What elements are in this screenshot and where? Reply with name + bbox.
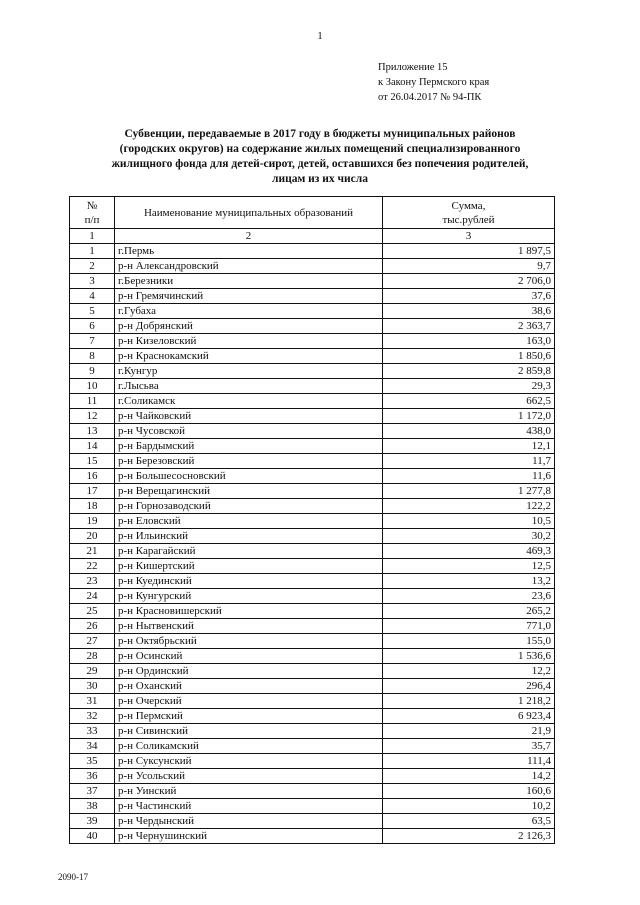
- municipality-name: р-н Чусовской: [115, 424, 383, 439]
- table-row: [70, 259, 555, 274]
- row-number: 26: [70, 619, 115, 634]
- municipality-name: р-н Березовский: [115, 454, 383, 469]
- table-row: [70, 709, 555, 724]
- row-number: 29: [70, 664, 115, 679]
- column-number: 1: [70, 229, 115, 244]
- table-row: [70, 799, 555, 814]
- municipality-name: р-н Уинский: [115, 784, 383, 799]
- header-number: [70, 197, 115, 229]
- municipality-name: р-н Октябрьский: [115, 634, 383, 649]
- municipality-name: р-н Нытвенский: [115, 619, 383, 634]
- header-sum: [383, 197, 555, 229]
- municipality-name: р-н Чердынский: [115, 814, 383, 829]
- municipality-name: р-н Верещагинский: [115, 484, 383, 499]
- municipality-name: р-н Частинский: [115, 799, 383, 814]
- subsidy-amount: 29,3: [383, 379, 555, 394]
- subsidy-amount: 13,2: [383, 574, 555, 589]
- table-row: [70, 379, 555, 394]
- document-code: 2090-17: [58, 872, 88, 882]
- municipality-name: р-н Кизеловский: [115, 334, 383, 349]
- municipality-name: р-н Краснокамский: [115, 349, 383, 364]
- title-line: (городских округов) на содержание жилых помещений специализированного: [119, 143, 521, 155]
- municipality-name: р-н Соликамский: [115, 739, 383, 754]
- table-row: [70, 724, 555, 739]
- row-number: 9: [70, 364, 115, 379]
- table-row: [70, 664, 555, 679]
- subsidy-amount: 10,2: [383, 799, 555, 814]
- row-number: 4: [70, 289, 115, 304]
- subsidy-amount: 12,1: [383, 439, 555, 454]
- subsidy-amount: 771,0: [383, 619, 555, 634]
- table-row: [70, 559, 555, 574]
- subsidy-amount: 265,2: [383, 604, 555, 619]
- subsidy-amount: 296,4: [383, 679, 555, 694]
- row-number: 21: [70, 544, 115, 559]
- appendix-reference: [378, 60, 489, 105]
- column-number: 3: [383, 229, 555, 244]
- table-row: [70, 829, 555, 844]
- subsidy-amount: 155,0: [383, 634, 555, 649]
- table-row: [70, 694, 555, 709]
- row-number: 15: [70, 454, 115, 469]
- subsidy-amount: 1 536,6: [383, 649, 555, 664]
- subsidy-table: [69, 196, 555, 844]
- row-number: 3: [70, 274, 115, 289]
- row-number: 24: [70, 589, 115, 604]
- row-number: 11: [70, 394, 115, 409]
- municipality-name: р-н Чернушинский: [115, 829, 383, 844]
- municipality-name: р-н Пермский: [115, 709, 383, 724]
- row-number: 27: [70, 634, 115, 649]
- subsidy-amount: 1 172,0: [383, 409, 555, 424]
- page-number: 1: [317, 30, 323, 42]
- table-row: [70, 679, 555, 694]
- table-row: [70, 784, 555, 799]
- subsidy-amount: 662,5: [383, 394, 555, 409]
- subsidy-amount: 10,5: [383, 514, 555, 529]
- row-number: 30: [70, 679, 115, 694]
- subsidy-amount: 1 850,6: [383, 349, 555, 364]
- subsidy-amount: 2 126,3: [383, 829, 555, 844]
- appendix-line: от 26.04.2017 № 94-ПК: [378, 92, 482, 103]
- municipality-name: р-н Осинский: [115, 649, 383, 664]
- row-number: 18: [70, 499, 115, 514]
- table-row: [70, 319, 555, 334]
- appendix-line: к Закону Пермского края: [378, 77, 490, 88]
- municipality-name: р-н Сивинский: [115, 724, 383, 739]
- subsidy-amount: 6 923,4: [383, 709, 555, 724]
- municipality-name: р-н Усольский: [115, 769, 383, 784]
- subsidy-amount: 11,7: [383, 454, 555, 469]
- document-title: [60, 127, 580, 187]
- table-row: [70, 634, 555, 649]
- table-row: [70, 484, 555, 499]
- subsidy-amount: 14,2: [383, 769, 555, 784]
- row-number: 25: [70, 604, 115, 619]
- municipality-name: р-н Оханский: [115, 679, 383, 694]
- row-number: 36: [70, 769, 115, 784]
- row-number: 28: [70, 649, 115, 664]
- table-header-row: [70, 197, 555, 229]
- subsidy-amount: 438,0: [383, 424, 555, 439]
- table-row: [70, 544, 555, 559]
- title-line: жилищного фонда для детей-сирот, детей, оставшихся без попечения родителей,: [111, 158, 529, 170]
- row-number: 17: [70, 484, 115, 499]
- municipality-name: р-н Бардымский: [115, 439, 383, 454]
- municipality-name: р-н Кунгурский: [115, 589, 383, 604]
- subsidy-amount: 2 859,8: [383, 364, 555, 379]
- row-number: 37: [70, 784, 115, 799]
- subsidy-amount: 163,0: [383, 334, 555, 349]
- municipality-name: г.Губаха: [115, 304, 383, 319]
- subsidy-amount: 30,2: [383, 529, 555, 544]
- row-number: 2: [70, 259, 115, 274]
- row-number: 14: [70, 439, 115, 454]
- table-row: [70, 604, 555, 619]
- municipality-name: р-н Куединский: [115, 574, 383, 589]
- municipality-name: р-н Кишертский: [115, 559, 383, 574]
- subsidy-amount: 11,6: [383, 469, 555, 484]
- row-number: 32: [70, 709, 115, 724]
- table-row: [70, 289, 555, 304]
- row-number: 16: [70, 469, 115, 484]
- subsidy-amount: 2 363,7: [383, 319, 555, 334]
- row-number: 10: [70, 379, 115, 394]
- row-number: 39: [70, 814, 115, 829]
- table-row: [70, 334, 555, 349]
- table-row: [70, 274, 555, 289]
- municipality-name: г.Березники: [115, 274, 383, 289]
- row-number: 5: [70, 304, 115, 319]
- row-number: 40: [70, 829, 115, 844]
- table-row: [70, 754, 555, 769]
- municipality-name: р-н Карагайский: [115, 544, 383, 559]
- municipality-name: р-н Еловский: [115, 514, 383, 529]
- table-row: [70, 649, 555, 664]
- row-number: 1: [70, 244, 115, 259]
- subsidy-amount: 9,7: [383, 259, 555, 274]
- table-row: [70, 304, 555, 319]
- table-row: [70, 439, 555, 454]
- table-row: [70, 739, 555, 754]
- header-number-line1: №: [86, 199, 98, 212]
- row-number: 33: [70, 724, 115, 739]
- row-number: 13: [70, 424, 115, 439]
- column-number: 2: [115, 229, 383, 244]
- table-row: [70, 814, 555, 829]
- subsidy-amount: 1 277,8: [383, 484, 555, 499]
- table-row: [70, 514, 555, 529]
- table-row: [70, 349, 555, 364]
- table-row: [70, 574, 555, 589]
- subsidy-amount: 63,5: [383, 814, 555, 829]
- row-number: 7: [70, 334, 115, 349]
- row-number: 22: [70, 559, 115, 574]
- municipality-name: р-н Добрянский: [115, 319, 383, 334]
- municipality-name: р-н Ординский: [115, 664, 383, 679]
- table-row: [70, 769, 555, 784]
- subsidy-amount: 160,6: [383, 784, 555, 799]
- municipality-name: р-н Горнозаводский: [115, 499, 383, 514]
- municipality-name: г.Соликамск: [115, 394, 383, 409]
- subsidy-amount: 37,6: [383, 289, 555, 304]
- table-row: [70, 394, 555, 409]
- row-number: 8: [70, 349, 115, 364]
- subsidy-amount: 23,6: [383, 589, 555, 604]
- row-number: 20: [70, 529, 115, 544]
- municipality-name: г.Пермь: [115, 244, 383, 259]
- header-sum-line2: тыс.рублей: [442, 213, 495, 226]
- subsidy-amount: 38,6: [383, 304, 555, 319]
- row-number: 12: [70, 409, 115, 424]
- header-sum-line1: Сумма,: [451, 199, 486, 212]
- municipality-name: г.Кунгур: [115, 364, 383, 379]
- row-number: 6: [70, 319, 115, 334]
- subsidy-amount: 12,5: [383, 559, 555, 574]
- row-number: 38: [70, 799, 115, 814]
- subsidy-amount: 469,3: [383, 544, 555, 559]
- appendix-line: Приложение 15: [378, 62, 448, 73]
- column-number-row: [70, 229, 555, 244]
- municipality-name: р-н Большесосновский: [115, 469, 383, 484]
- subsidy-amount: 111,4: [383, 754, 555, 769]
- table-row: [70, 244, 555, 259]
- subsidy-amount: 122,2: [383, 499, 555, 514]
- table-row: [70, 364, 555, 379]
- row-number: 23: [70, 574, 115, 589]
- table-row: [70, 469, 555, 484]
- header-number-line2: п/п: [84, 213, 100, 226]
- title-line: Субвенции, передаваемые в 2017 году в бюджеты муниципальных районов: [124, 128, 516, 140]
- subsidy-amount: 35,7: [383, 739, 555, 754]
- subsidy-amount: 12,2: [383, 664, 555, 679]
- row-number: 34: [70, 739, 115, 754]
- row-number: 35: [70, 754, 115, 769]
- table-row: [70, 589, 555, 604]
- municipality-name: р-н Суксунский: [115, 754, 383, 769]
- table-row: [70, 499, 555, 514]
- subsidy-amount: 21,9: [383, 724, 555, 739]
- title-line: лицам из их числа: [272, 173, 368, 185]
- municipality-name: г.Лысьва: [115, 379, 383, 394]
- table-row: [70, 409, 555, 424]
- subsidy-amount: 1 897,5: [383, 244, 555, 259]
- row-number: 31: [70, 694, 115, 709]
- table-row: [70, 454, 555, 469]
- municipality-name: р-н Гремячинский: [115, 289, 383, 304]
- table-row: [70, 619, 555, 634]
- table-row: [70, 529, 555, 544]
- municipality-name: р-н Очерский: [115, 694, 383, 709]
- municipality-name: р-н Ильинский: [115, 529, 383, 544]
- municipality-name: р-н Александровский: [115, 259, 383, 274]
- subsidy-amount: 2 706,0: [383, 274, 555, 289]
- row-number: 19: [70, 514, 115, 529]
- header-name: Наименование муниципальных образований: [115, 197, 383, 229]
- table-row: [70, 424, 555, 439]
- municipality-name: р-н Красновишерский: [115, 604, 383, 619]
- municipality-name: р-н Чайковский: [115, 409, 383, 424]
- subsidy-amount: 1 218,2: [383, 694, 555, 709]
